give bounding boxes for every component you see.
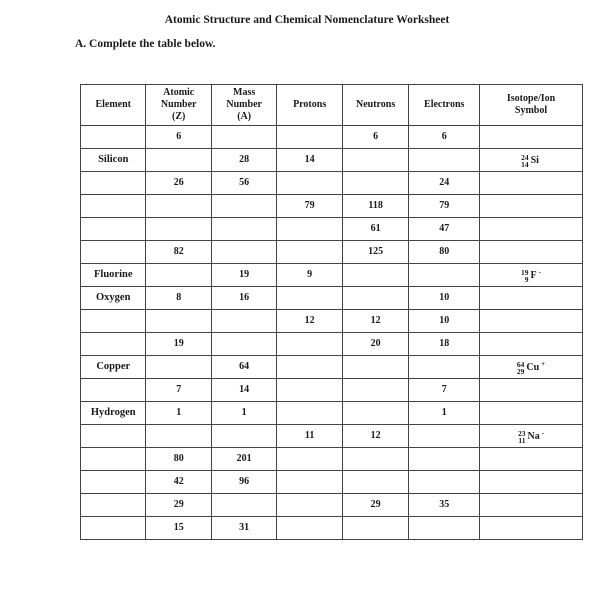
header-atomic-number: Atomic Number (Z) [146,85,211,126]
table-row [81,494,583,517]
electrons-cell: 79 [409,195,480,218]
electrons-cell [409,471,480,494]
isotope-notation [517,361,545,375]
mass-number-cell: 14 [211,379,276,402]
element-cell: Fluorine [81,264,146,287]
electrons-cell: 1 [409,402,480,425]
table-row [81,517,583,540]
neutrons-cell: 12 [342,425,409,448]
atomic-subscript: 9 [524,275,529,284]
atomic-number-cell: 1 [146,402,211,425]
element-cell [81,333,146,356]
protons-cell: 11 [277,425,342,448]
protons-cell [277,356,342,379]
mass-number-cell [211,195,276,218]
isotope-symbol-cell [480,310,583,333]
mass-number-cell: 64 [211,356,276,379]
element-cell [81,379,146,402]
protons-cell: 9 [277,264,342,287]
mass-number-cell: 31 [211,517,276,540]
atomic-number-cell: 80 [146,448,211,471]
isotope-symbol-cell [480,356,583,379]
table-row [81,241,583,264]
table-row [81,310,583,333]
protons-cell [277,126,342,149]
neutrons-cell [342,149,409,172]
atomic-number-cell [146,149,211,172]
header-mass-number: Mass Number (A) [211,85,276,126]
electrons-cell [409,264,480,287]
element-cell [81,241,146,264]
isotope-symbol-cell [480,126,583,149]
element-cell [81,172,146,195]
element-symbol: Na [527,431,540,442]
header-isotope-symbol: Isotope/Ion Symbol [480,85,583,126]
isotope-notation [518,430,544,444]
header-protons: Protons [277,85,342,126]
atomic-number-cell: 26 [146,172,211,195]
atomic-number-cell: 19 [146,333,211,356]
table-row [81,287,583,310]
table-row [81,195,583,218]
element-symbol: F [530,270,537,281]
mass-superscript: 24 [521,153,529,162]
mass-number-cell: 16 [211,287,276,310]
element-cell [81,218,146,241]
protons-cell [277,218,342,241]
mass-number-cell [211,218,276,241]
electrons-cell: 18 [409,333,480,356]
electrons-cell: 47 [409,218,480,241]
isotope-symbol-cell [480,287,583,310]
charge-superscript: - [541,429,545,437]
mass-number-cell: 19 [211,264,276,287]
atomic-subscript: 11 [518,436,526,445]
atomic-number-cell [146,264,211,287]
worksheet-table [80,84,583,540]
element-symbol: Cu [526,362,540,373]
protons-cell [277,379,342,402]
neutrons-cell: 12 [342,310,409,333]
mass-superscript: 23 [517,429,526,438]
protons-cell: 12 [277,310,342,333]
neutrons-cell: 29 [342,494,409,517]
isotope-symbol-cell [480,172,583,195]
neutrons-cell: 20 [342,333,409,356]
section-heading: A. Complete the table below. [75,38,216,50]
header-row [81,85,583,126]
neutrons-cell: 61 [342,218,409,241]
protons-cell [277,517,342,540]
isotope-notation [521,269,541,283]
table-row [81,379,583,402]
protons-cell [277,494,342,517]
atomic-number-cell [146,218,211,241]
isotope-symbol-cell [480,425,583,448]
mass-number-cell: 96 [211,471,276,494]
charge-superscript: + [541,360,546,368]
protons-cell [277,471,342,494]
neutrons-cell [342,402,409,425]
electrons-cell: 7 [409,379,480,402]
neutrons-cell: 118 [342,195,409,218]
isotope-symbol-cell [480,448,583,471]
neutrons-cell [342,287,409,310]
neutrons-cell [342,264,409,287]
neutrons-cell [342,356,409,379]
table-row [81,126,583,149]
mass-superscript: 64 [516,360,525,369]
isotope-symbol-cell [480,149,583,172]
mass-superscript: 19 [521,268,529,277]
element-cell: Oxygen [81,287,146,310]
table-row [81,333,583,356]
mass-number-cell [211,126,276,149]
isotope-symbol-cell [480,379,583,402]
atomic-number-cell: 82 [146,241,211,264]
header-neutrons: Neutrons [342,85,409,126]
isotope-symbol-cell [480,471,583,494]
table-row [81,448,583,471]
element-cell [81,195,146,218]
electrons-cell: 6 [409,126,480,149]
element-cell [81,448,146,471]
electrons-cell [409,517,480,540]
protons-cell [277,172,342,195]
table-row [81,356,583,379]
electrons-cell [409,425,480,448]
neutrons-cell: 6 [342,126,409,149]
electrons-cell [409,356,480,379]
atomic-number-cell [146,310,211,333]
neutrons-cell: 125 [342,241,409,264]
mass-number-cell: 56 [211,172,276,195]
atomic-subscript: 29 [516,367,525,376]
neutrons-cell [342,448,409,471]
mass-number-cell [211,494,276,517]
header-element: Element [81,85,146,126]
atomic-number-cell: 29 [146,494,211,517]
table-row [81,471,583,494]
isotope-symbol-cell [480,241,583,264]
mass-number-cell [211,333,276,356]
table-row [81,172,583,195]
element-cell: Silicon [81,149,146,172]
isotope-symbol-cell [480,494,583,517]
isotope-symbol-cell [480,195,583,218]
element-cell [81,310,146,333]
element-cell: Hydrogen [81,402,146,425]
atomic-number-cell: 15 [146,517,211,540]
electrons-cell [409,149,480,172]
electrons-cell: 10 [409,287,480,310]
atomic-number-cell: 7 [146,379,211,402]
mass-number-cell [211,310,276,333]
element-cell [81,471,146,494]
neutrons-cell [342,471,409,494]
element-cell [81,425,146,448]
atomic-number-cell: 8 [146,287,211,310]
atomic-number-cell: 6 [146,126,211,149]
neutrons-cell [342,379,409,402]
element-cell [81,494,146,517]
protons-cell [277,241,342,264]
electrons-cell: 80 [409,241,480,264]
electrons-cell: 35 [409,494,480,517]
table-row [81,402,583,425]
isotope-symbol-cell [480,402,583,425]
isotope-notation [521,154,541,168]
mass-number-cell: 28 [211,149,276,172]
element-cell [81,126,146,149]
electrons-cell: 10 [409,310,480,333]
electrons-cell: 24 [409,172,480,195]
atomic-subscript: 14 [521,160,529,169]
electrons-cell [409,448,480,471]
header-electrons: Electrons [409,85,480,126]
charge-superscript: - [538,268,541,276]
atomic-number-cell [146,425,211,448]
atomic-number-cell: 42 [146,471,211,494]
table-row [81,264,583,287]
table-row [81,218,583,241]
isotope-symbol-cell [480,218,583,241]
mass-number-cell: 1 [211,402,276,425]
element-symbol: Si [530,155,539,166]
isotope-symbol-cell [480,264,583,287]
element-cell: Copper [81,356,146,379]
mass-number-cell [211,425,276,448]
isotope-symbol-cell [480,517,583,540]
element-cell [81,517,146,540]
isotope-symbol-cell [480,333,583,356]
protons-cell [277,448,342,471]
neutrons-cell [342,172,409,195]
mass-number-cell: 201 [211,448,276,471]
protons-cell [277,287,342,310]
protons-cell [277,402,342,425]
worksheet-title: Atomic Structure and Chemical Nomenclature Worksheet [164,14,450,26]
atomic-number-cell [146,356,211,379]
protons-cell: 79 [277,195,342,218]
table-row [81,425,583,448]
mass-number-cell [211,241,276,264]
table-row [81,149,583,172]
protons-cell [277,333,342,356]
protons-cell: 14 [277,149,342,172]
atomic-number-cell [146,195,211,218]
neutrons-cell [342,517,409,540]
